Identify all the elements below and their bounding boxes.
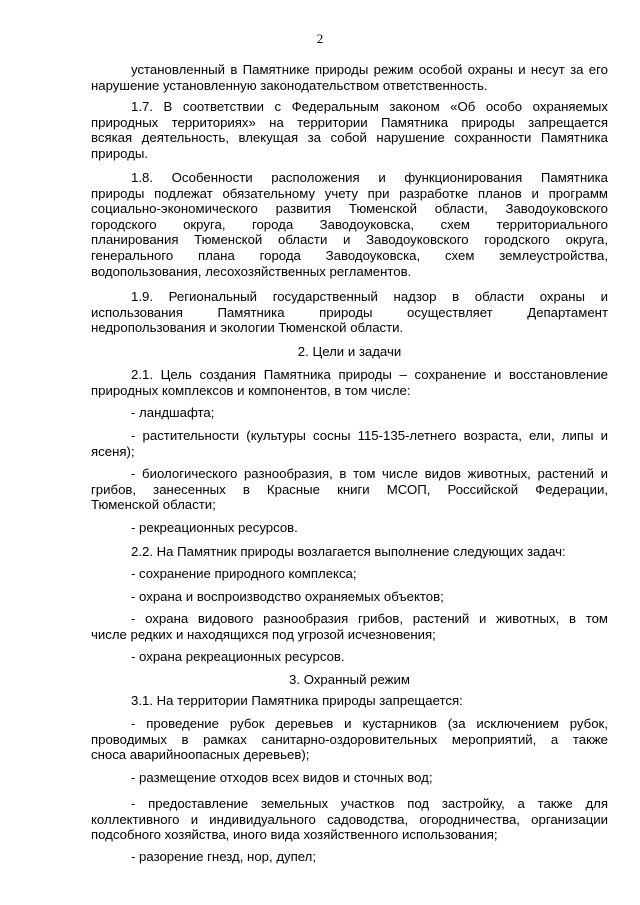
- text-line: нарушение установленную законодательством ответственность.: [91, 77, 488, 93]
- text-line: числе редких и находящихся под угрозой исчезновения;: [91, 626, 436, 642]
- text-line: природы.: [91, 145, 149, 161]
- text-line: - рекреационных ресурсов.: [131, 520, 298, 535]
- text-line: генерального плана города Заводоуковска, схем землеустройства,: [91, 247, 608, 263]
- text-line: природных комплексов и компонентов, в том числе:: [91, 382, 411, 398]
- text-line: планирования Тюменской области и Заводоуковского городского округа,: [91, 232, 608, 248]
- text-line: - охрана и воспроизводство охраняемых объектов;: [131, 589, 444, 604]
- paragraph: [91, 589, 608, 605]
- paragraph: [91, 611, 608, 642]
- paragraph: [91, 170, 608, 279]
- text-line: всякая деятельность, влекущая за собой нарушение сохранности Памятника: [91, 130, 608, 146]
- text-line: установленный в Памятнике природы режим особой охраны и несут за его: [131, 62, 608, 77]
- paragraph: [91, 466, 608, 513]
- paragraph: [91, 716, 608, 763]
- text-line: - размещение отходов всех видов и сточных вод;: [131, 770, 433, 785]
- paragraph: [91, 796, 608, 843]
- text-line: - сохранение природного комплекса;: [131, 566, 357, 581]
- text-line: социально-экономического развития Тюменской области, Заводоуковского: [91, 201, 608, 217]
- text-line: Тюменской области;: [91, 497, 216, 513]
- section-heading: 2. Цели и задачи: [297, 344, 402, 359]
- paragraph: [91, 566, 608, 582]
- paragraph: [91, 520, 608, 536]
- page-number: 2: [316, 31, 324, 46]
- text-line: подсобного хозяйства, иного вида хозяйственного использования;: [91, 827, 498, 843]
- text-line: коллективного и индивидуального садоводства, огородничества, организации: [91, 811, 608, 827]
- text-line: - охрана рекреационных ресурсов.: [131, 649, 345, 664]
- text-line: 2.2. На Памятник природы возлагается выполнение следующих задач:: [131, 544, 566, 559]
- paragraph: [91, 428, 608, 459]
- text-line: недропользования и экологии Тюменской области.: [91, 320, 404, 336]
- text-line: 1.8. Особенности расположения и функционирования Памятника: [131, 170, 608, 185]
- text-line: 2.1. Цель создания Памятника природы – сохранение и восстановление: [131, 367, 608, 382]
- paragraph: [91, 289, 608, 336]
- text-line: - проведение рубок деревьев и кустарников (за исключением рубок,: [131, 716, 608, 731]
- text-line: - биологического разнообразия, в том числе видов животных, растений и: [131, 466, 608, 481]
- paragraph: [91, 405, 608, 421]
- paragraph: [91, 770, 608, 786]
- text-line: проводимых в рамках санитарно-оздоровительных мероприятий, а также: [91, 731, 608, 747]
- text-line: сноса аварийноопасных деревьев);: [91, 747, 310, 763]
- paragraph: [91, 367, 608, 398]
- text-line: природы подлежат обязательному учету при разработке планов и программ: [91, 185, 608, 201]
- text-line: ясеня);: [91, 443, 135, 459]
- text-line: - предоставление земельных участков под застройку, а также для: [131, 796, 608, 811]
- paragraph: [91, 99, 608, 161]
- text-line: природных территориях» на территории Памятника природы запрещается: [91, 114, 608, 130]
- text-line: водопользования, лесохозяйственных регламентов.: [91, 263, 412, 279]
- text-line: - растительности (культуры сосны 115-135-летнего возраста, ели, липы и: [131, 428, 608, 443]
- text-line: 1.7. В соответствии с Федеральным законом «Об особо охраняемых: [131, 99, 608, 114]
- text-line: - охрана видового разнообразия грибов, растений и животных, в том: [131, 611, 608, 626]
- text-line: 3.1. На территории Памятника природы запрещается:: [131, 693, 463, 708]
- section-heading: 3. Охранный режим: [289, 672, 410, 687]
- text-line: грибов, занесенных в Красные книги МСОП, Российской Федерации,: [91, 481, 608, 497]
- paragraph: [91, 693, 608, 709]
- text-line: - ландшафта;: [131, 405, 215, 420]
- paragraph: [91, 649, 608, 665]
- text-line: - разорение гнезд, нор, дупел;: [131, 849, 317, 864]
- paragraph: [91, 62, 608, 93]
- text-line: 1.9. Региональный государственный надзор в области охраны и: [131, 289, 608, 304]
- text-line: городского округа, города Заводоуковска, схем территориального: [91, 216, 608, 232]
- paragraph: [91, 849, 608, 865]
- text-line: использования Памятника природы осуществляет Департамент: [91, 304, 608, 320]
- paragraph: [91, 544, 608, 560]
